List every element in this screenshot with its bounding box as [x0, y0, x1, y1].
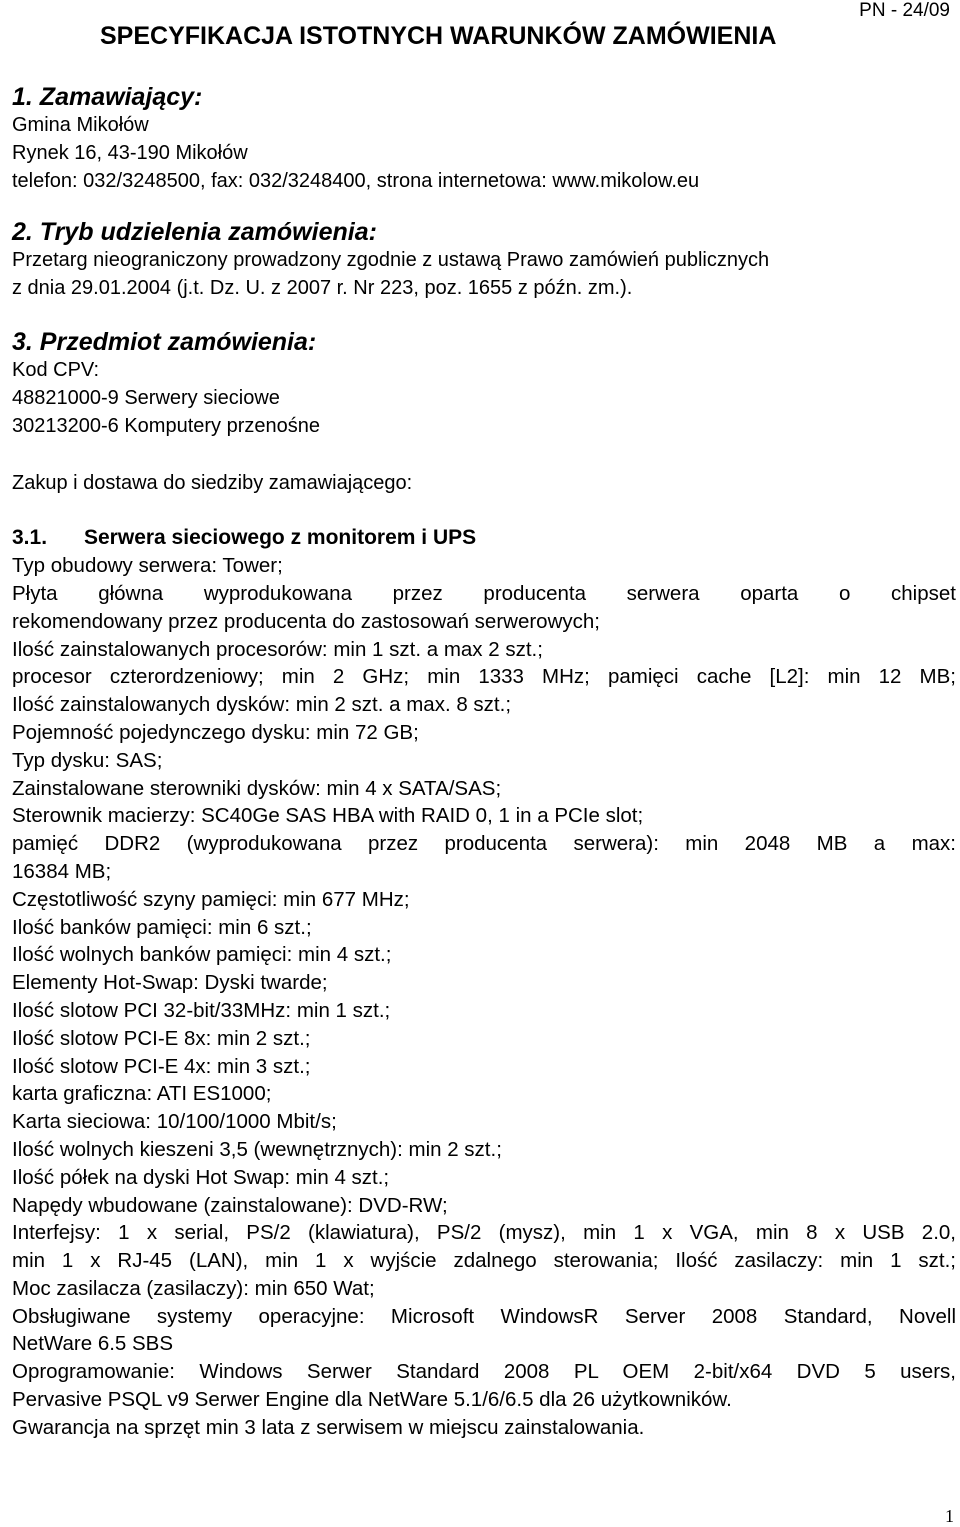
item-heading — [12, 524, 956, 552]
document-body — [12, 82, 956, 1442]
section-zamawiajacy — [12, 82, 956, 195]
spec-line: rekomendowany przez producenta do zastosowań serwerowych; — [12, 609, 600, 633]
spec-line: Ilość zainstalowanych dysków: min 2 szt. a max. 8 szt.; — [12, 693, 512, 717]
spec-line: Częstotliwość szyny pamięci: min 677 MHz; — [12, 887, 410, 911]
item-title: Serwera sieciowego z monitorem i UPS — [84, 526, 477, 550]
spec-line: pamięć DDR2 (wyprodukowana przez producenta serwera): min 2048 MB a max: — [12, 832, 956, 856]
spec-line: Interfejsy: 1 x serial, PS/2 (klawiatura), PS/2 (mysz), min 1 x VGA, min 8 x USB 2.0, — [12, 1221, 956, 1245]
spec-line: NetWare 6.5 SBS — [12, 1332, 174, 1356]
page-number: 1 — [945, 1506, 954, 1526]
intro-line: Zakup i dostawa do siedziby zamawiającego: — [12, 472, 413, 495]
spec-line: Ilość półek na dyski Hot Swap: min 4 szt.; — [12, 1165, 390, 1189]
spec-line: 16384 MB; — [12, 859, 112, 883]
spec-line: Ilość wolnych kieszeni 3,5 (wewnętrznych): min 2 szt.; — [12, 1137, 502, 1161]
spec-line: karta graficzna: ATI ES1000; — [12, 1082, 272, 1106]
cpv-label: Kod CPV: — [12, 358, 100, 381]
spec-line: Ilość banków pamięci: min 6 szt.; — [12, 915, 312, 939]
section-heading: 2. Tryb udzielenia zamówienia: — [12, 218, 377, 247]
spec-line: Typ dysku: SAS; — [12, 748, 163, 772]
text-line: Rynek 16, 43-190 Mikołów — [12, 141, 248, 164]
item-3-1 — [12, 524, 956, 1442]
text-line: telefon: 032/3248500, fax: 032/3248400, strona internetowa: www.mikolow.eu — [12, 169, 700, 192]
spec-line: Elementy Hot-Swap: Dyski twarde; — [12, 971, 328, 995]
document-title: SPECYFIKACJA ISTOTNYCH WARUNKÓW ZAMÓWIENIA — [100, 22, 777, 50]
spec-line: Zainstalowane sterowniki dysków: min 4 x SATA/SAS; — [12, 776, 502, 800]
text-line: Przetarg nieograniczony prowadzony zgodnie z ustawą Prawo zamówień publicznych — [12, 249, 770, 272]
spec-line: Gwarancja na sprzęt min 3 lata z serwisem w miejscu zainstalowania. — [12, 1415, 645, 1439]
document-code: PN - 24/09 — [859, 0, 950, 21]
spec-line: Moc zasilacza (zasilaczy): min 650 Wat; — [12, 1276, 375, 1300]
section-przedmiot — [12, 327, 956, 498]
spec-line: Napędy wbudowane (zainstalowane): DVD-RW; — [12, 1193, 448, 1217]
spec-line: Ilość slotow PCI 32-bit/33MHz: min 1 szt.; — [12, 998, 391, 1022]
spec-line: Typ obudowy serwera: Tower; — [12, 554, 283, 578]
spec-line: Obsługiwane systemy operacyjne: Microsoft WindowsR Server 2008 Standard, Novell — [12, 1304, 956, 1328]
spec-line: Ilość zainstalowanych procesorów: min 1 szt. a max 2 szt.; — [12, 637, 543, 661]
spec-line: Pojemność pojedynczego dysku: min 72 GB; — [12, 720, 419, 744]
spec-line: Ilość wolnych banków pamięci: min 4 szt.; — [12, 943, 392, 967]
item-number: 3.1. — [12, 526, 48, 550]
text-line: Gmina Mikołów — [12, 114, 149, 136]
cpv-code: 30213200-6 Komputery przenośne — [12, 414, 320, 437]
spec-line: Płyta główna wyprodukowana przez producenta serwera oparta o chipset — [12, 581, 956, 605]
spec-line: Karta sieciowa: 10/100/1000 Mbit/s; — [12, 1110, 337, 1134]
spec-line: Pervasive PSQL v9 Serwer Engine dla NetWare 5.1/6/6.5 dla 26 użytkowników. — [12, 1388, 732, 1412]
spec-line: procesor czterordzeniowy; min 2 GHz; min 1333 MHz; pamięci cache [L2]: min 12 MB; — [12, 665, 956, 689]
section-heading: 3. Przedmiot zamówienia: — [12, 327, 317, 356]
cpv-code: 48821000-9 Serwery sieciowe — [12, 386, 280, 409]
spec-line: Sterownik macierzy: SC40Ge SAS HBA with RAID 0, 1 in a PCIe slot; — [12, 804, 644, 828]
section-tryb — [12, 217, 956, 303]
spec-line: min 1 x RJ-45 (LAN), min 1 x wyjście zdalnego sterowania; Ilość zasilaczy: min 1 szt.; — [12, 1249, 956, 1273]
section-heading: 1. Zamawiający: — [12, 83, 203, 111]
spec-line: Ilość slotow PCI-E 4x: min 3 szt.; — [12, 1054, 311, 1078]
text-line: z dnia 29.01.2004 (j.t. Dz. U. z 2007 r. Nr 223, poz. 1655 z późn. zm.). — [12, 277, 633, 300]
spec-line: Ilość slotow PCI-E 8x: min 2 szt.; — [12, 1026, 311, 1050]
spec-list — [12, 552, 956, 1442]
spec-line: Oprogramowanie: Windows Serwer Standard 2008 PL OEM 2-bit/x64 DVD 5 users, — [12, 1360, 956, 1384]
